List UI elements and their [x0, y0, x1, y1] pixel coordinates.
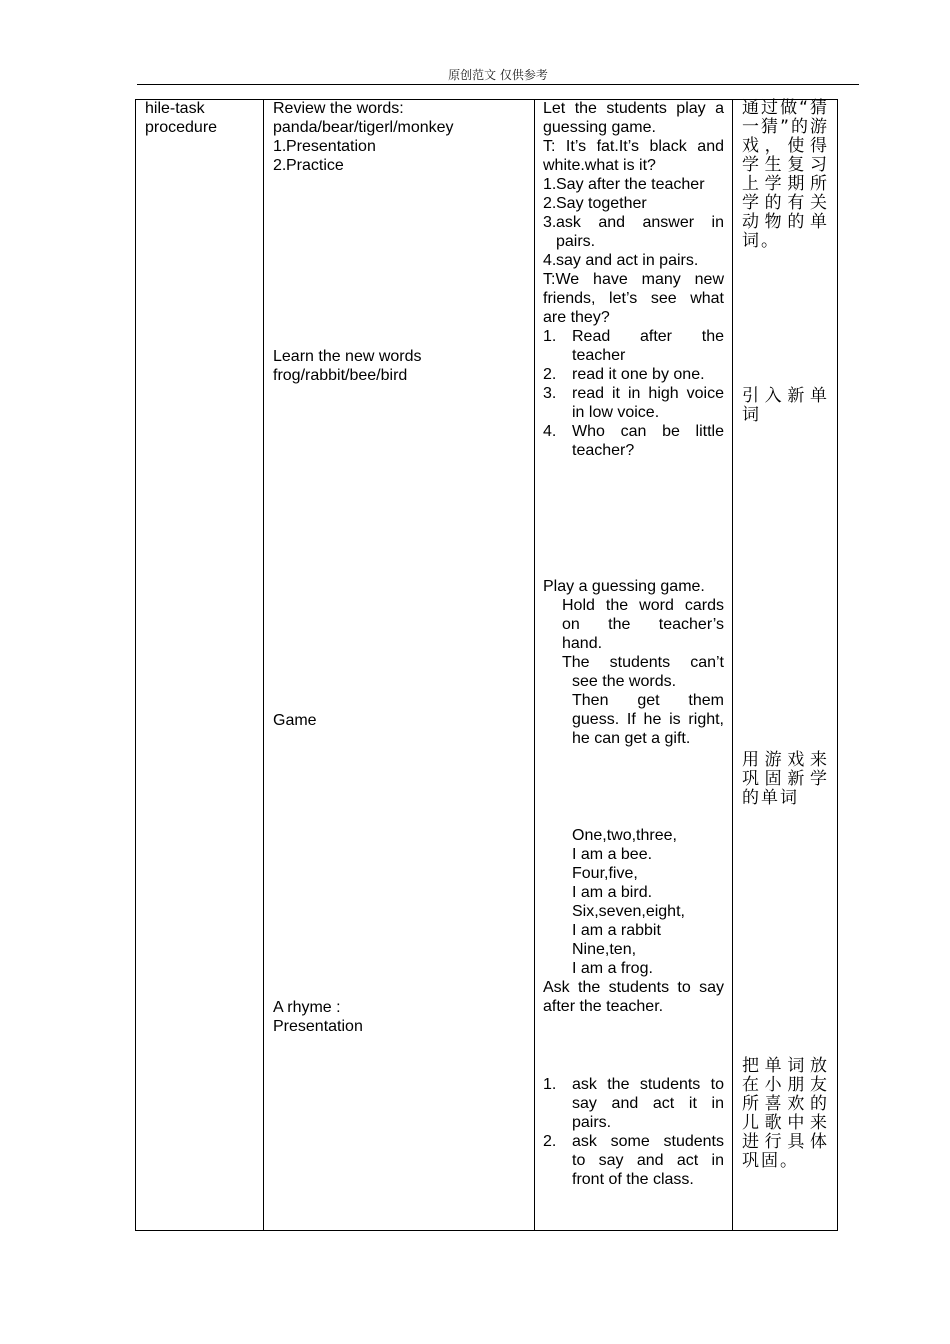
list-item: 2. ask some students to say and act in front of the class. — [543, 1133, 724, 1188]
review-activities — [543, 99, 724, 460]
list-item: 1. Say after the teacher — [543, 176, 705, 193]
list-item: 4. say and act in pairs. — [543, 252, 699, 269]
review-block — [273, 99, 528, 175]
stage-line: procedure — [145, 119, 218, 136]
activity-line: are they? — [543, 309, 610, 326]
header-divider — [137, 84, 859, 85]
activity-line: after the teacher. — [543, 998, 664, 1015]
learn-block — [273, 347, 528, 385]
list-item: 2. read it one by one. — [543, 366, 705, 383]
list-item: 2. Practice — [273, 157, 344, 174]
note-game: 用游戏来巩固新学的单词 — [742, 750, 829, 808]
game-rest: see the words. Then get them guess. If he is right, he can get a gift. — [572, 673, 724, 747]
list-item: 2. Say together — [543, 195, 647, 212]
learn-title: Learn the new words — [273, 348, 422, 365]
list-item: 1. ask the students to say and act it in pairs. — [543, 1076, 724, 1131]
game-hold: Hold the word cards on the teacher’s hand. The students can’t — [562, 597, 724, 671]
activity-line: guessing game. — [543, 119, 656, 136]
list-item: 1. Presentation — [273, 138, 376, 155]
note-review: 通过做“猜一猜”的游戏，使得学生复习上学期所学的有关动物的单词。 — [742, 98, 829, 251]
activity-line: T: It’s fat.It’s black and — [543, 138, 724, 155]
game-activities — [543, 577, 724, 748]
list-item: 3. read it in high voice in low voice. — [543, 385, 724, 421]
column-divider-3 — [732, 99, 733, 1231]
stage-line: hile-task — [145, 100, 205, 117]
activity-line: Ask the students to say — [543, 979, 724, 996]
activity-line: Let the students play a — [543, 100, 724, 117]
game-title: Play a guessing game. — [543, 578, 705, 595]
stage-cell — [145, 99, 257, 137]
rhyme-block — [273, 998, 528, 1036]
list-item: 3. ask and answer in pairs. — [543, 214, 724, 250]
note-rhyme: 把单词放在小朋友所喜欢的儿歌中来进行具体巩固。 — [742, 1056, 829, 1171]
column-divider-1 — [263, 99, 264, 1231]
review-words: panda/bear/tigerl/monkey — [273, 119, 454, 136]
activity-line: friends, let’s see what — [543, 290, 724, 307]
list-item: 1. Read after the teacher — [543, 328, 724, 364]
rhyme-lines: One,two,three, I am a bee. Four,five, I am a bird. Six,seven,eight, I am a rabbit Nine,ten, I am a frog. — [572, 827, 685, 977]
note-new-words: 引入新单词 — [742, 386, 829, 425]
page-header: 原创范文 仅供参考 — [448, 68, 548, 82]
activity-line: white.what is it? — [543, 157, 656, 174]
rhyme-label: A rhyme : — [273, 999, 341, 1016]
rhyme-practice — [543, 1075, 724, 1189]
review-title: Review the words: — [273, 100, 404, 117]
column-divider-2 — [534, 99, 535, 1231]
list-item: 4. Who can be little teacher? — [543, 423, 724, 459]
rhyme-activities — [543, 826, 724, 1016]
game-label: Game — [273, 712, 317, 729]
rhyme-sub: Presentation — [273, 1018, 363, 1035]
learn-words: frog/rabbit/bee/bird — [273, 367, 408, 384]
activity-line: T:We have many new — [543, 271, 724, 288]
